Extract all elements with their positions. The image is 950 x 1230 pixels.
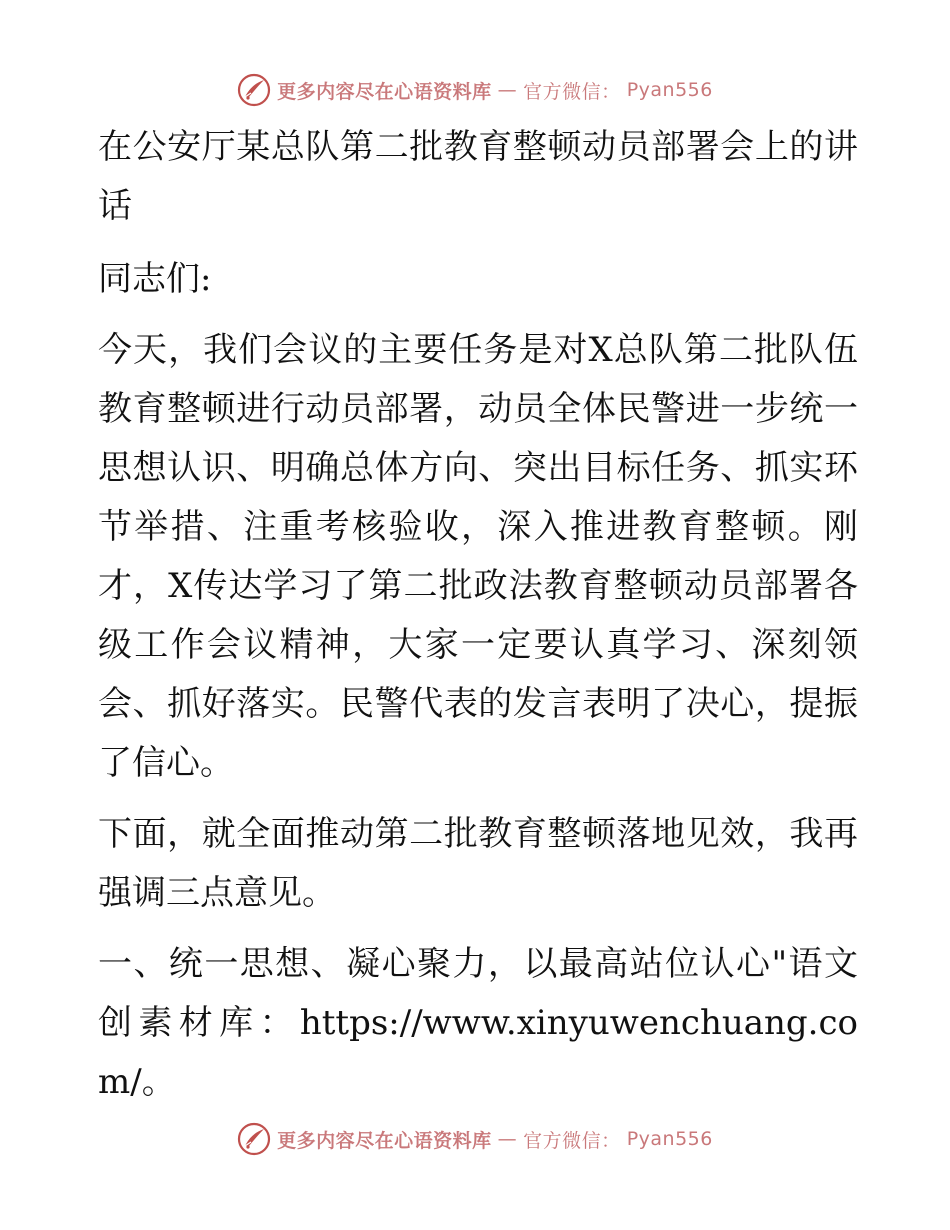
banner-wechat-id: Pyan556 bbox=[626, 79, 713, 101]
quill-logo-icon bbox=[237, 1122, 271, 1156]
quill-logo-icon bbox=[237, 73, 271, 107]
document-title: 在公安厅某总队第二批教育整顿动员部署会上的讲话 bbox=[98, 127, 858, 226]
banner-wechat-label: 官方微信： bbox=[523, 1129, 621, 1152]
banner-main-text: 更多内容尽在心语资料库 bbox=[277, 80, 492, 103]
banner-dash: — bbox=[497, 79, 518, 101]
banner-dash: — bbox=[497, 1128, 518, 1150]
paragraph-3: 一、统一思想、凝心聚力，以最高站位认心"语文创素材库：https://www.xinyuwenchuang.com/。 bbox=[98, 944, 858, 1102]
salutation: 同志们: bbox=[98, 259, 212, 299]
banner-wechat-label: 官方微信： bbox=[523, 80, 621, 103]
header-banner bbox=[0, 70, 950, 110]
footer-banner bbox=[0, 1119, 950, 1159]
banner-wechat-id: Pyan556 bbox=[626, 1128, 713, 1150]
banner-main-text: 更多内容尽在心语资料库 bbox=[277, 1129, 492, 1152]
document-body bbox=[98, 118, 858, 1124]
paragraph-2: 下面，就全面推动第二批教育整顿落地见效，我再强调三点意见。 bbox=[98, 814, 858, 913]
paragraph-1: 今天，我们会议的主要任务是对X总队第二批队伍教育整顿进行动员部署，动员全体民警进一步统一思想认识、明确总体方向、突出目标任务、抓实环节举措、注重考核验收，深入推进教育整顿。刚才，X传达学习了第二批政法教育整顿动员部署各级工作会议精神，大家一定要认真学习、深刻领会、抓好落实。民警代表的发言表明了决心，提振了信心。 bbox=[98, 330, 858, 783]
